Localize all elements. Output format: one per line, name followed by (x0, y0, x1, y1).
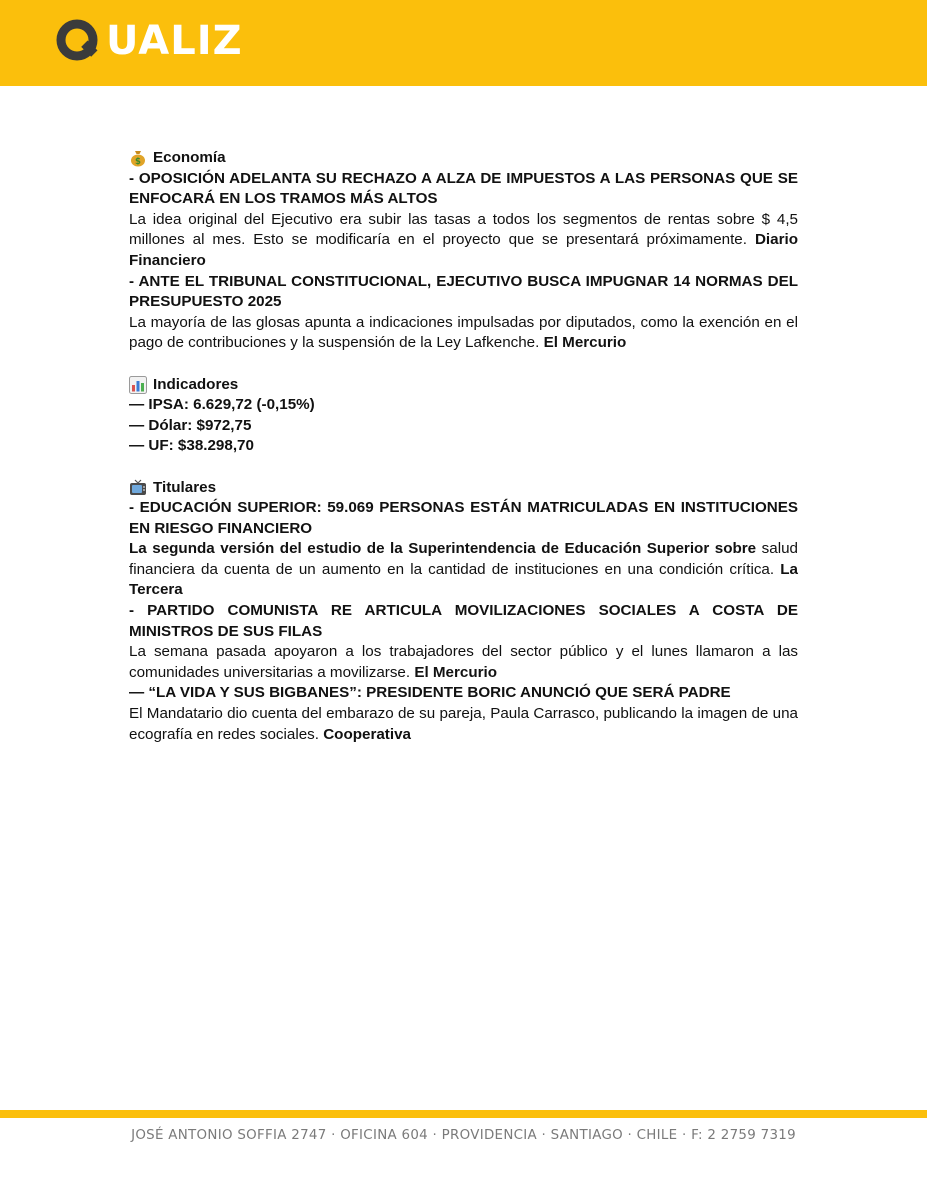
headline: - OPOSICIÓN ADELANTA SU RECHAZO A ALZA DE IMPUESTOS A LAS PERSONAS QUE SE ENFOCARÁ EN LOS TRAMOS MÁS ALTOS (129, 169, 798, 208)
article-summary: La semana pasada apoyaron a los trabajadores del sector público y el lunes llamaron a las comunidades universitarias a movilizarse. El Mercurio (129, 643, 798, 681)
page-header (0, 0, 927, 86)
brand-name: UALIZ (106, 18, 243, 64)
indicator-uf: — UF: $38.298,70 (129, 437, 254, 455)
news-source: Cooperativa (323, 725, 411, 743)
newsletter-body (129, 148, 798, 745)
news-source: Diario Financiero (129, 231, 798, 269)
headline: — “LA VIDA Y SUS BIGBANES”: PRESIDENTE BORIC ANUNCIÓ QUE SERÁ PADRE (129, 684, 731, 702)
svg-text:$: $ (135, 157, 141, 168)
footer-address: JOSÉ ANTONIO SOFFIA 2747 · OFICINA 604 · PROVIDENCIA · SANTIAGO · CHILE · F: 2 2759 7319 (131, 1128, 796, 1143)
article-summary: La mayoría de las glosas apunta a indicaciones impulsadas por diputados, como la exención en el pago de contribuciones y la suspensión de la Ley Lafkenche. El Mercurio (129, 313, 798, 352)
section-title-titulares: Titulares (129, 478, 798, 499)
bar-chart-icon (129, 376, 147, 394)
brand-logo (54, 16, 243, 66)
television-icon (129, 479, 147, 497)
section-title-indicadores: Indicadores (129, 375, 798, 396)
article-summary: La idea original del Ejecutivo era subir las tasas a todos los segmentos de rentas sobre $ 4,5 millones al mes. Esto se modificaría en el proyecto que se presentará próximamente. Diario Financiero (129, 210, 798, 269)
headline: - ANTE EL TRIBUNAL CONSTITUCIONAL, EJECUTIVO BUSCA IMPUGNAR 14 NORMAS DEL PRESUPUESTO 2025 (129, 272, 798, 311)
headline: - PARTIDO COMUNISTA RE ARTICULA MOVILIZACIONES SOCIALES A COSTA DE MINISTROS DE SUS FILAS (129, 602, 798, 640)
headline: - EDUCACIÓN SUPERIOR: 59.069 PERSONAS ESTÁN MATRICULADAS EN INSTITUCIONES EN RIESGO FINANCIERO (129, 499, 798, 537)
news-source: La Tercera (129, 560, 798, 599)
article-summary: La segunda versión del estudio de la Superintendencia de Educación Superior sobre salud financiera da cuenta de un aumento en la cantidad de instituciones en una condición crítica. La Tercera (129, 540, 798, 599)
news-source: El Mercurio (414, 663, 498, 681)
indicator-dolar: — Dólar: $972,75 (129, 416, 252, 434)
indicator-ipsa: — IPSA: 6.629,72 (-0,15%) (129, 396, 315, 414)
money-bag-icon (129, 149, 147, 167)
section-title-economia: $ Economía (129, 148, 798, 169)
article-summary: El Mandatario dio cuenta del embarazo de su pareja, Paula Carrasco, publicando la imagen de una ecografía en redes sociales. Cooperativa (129, 705, 798, 743)
q-logo-icon (54, 16, 104, 66)
footer-divider (0, 1110, 927, 1118)
news-source: El Mercurio (543, 334, 627, 352)
